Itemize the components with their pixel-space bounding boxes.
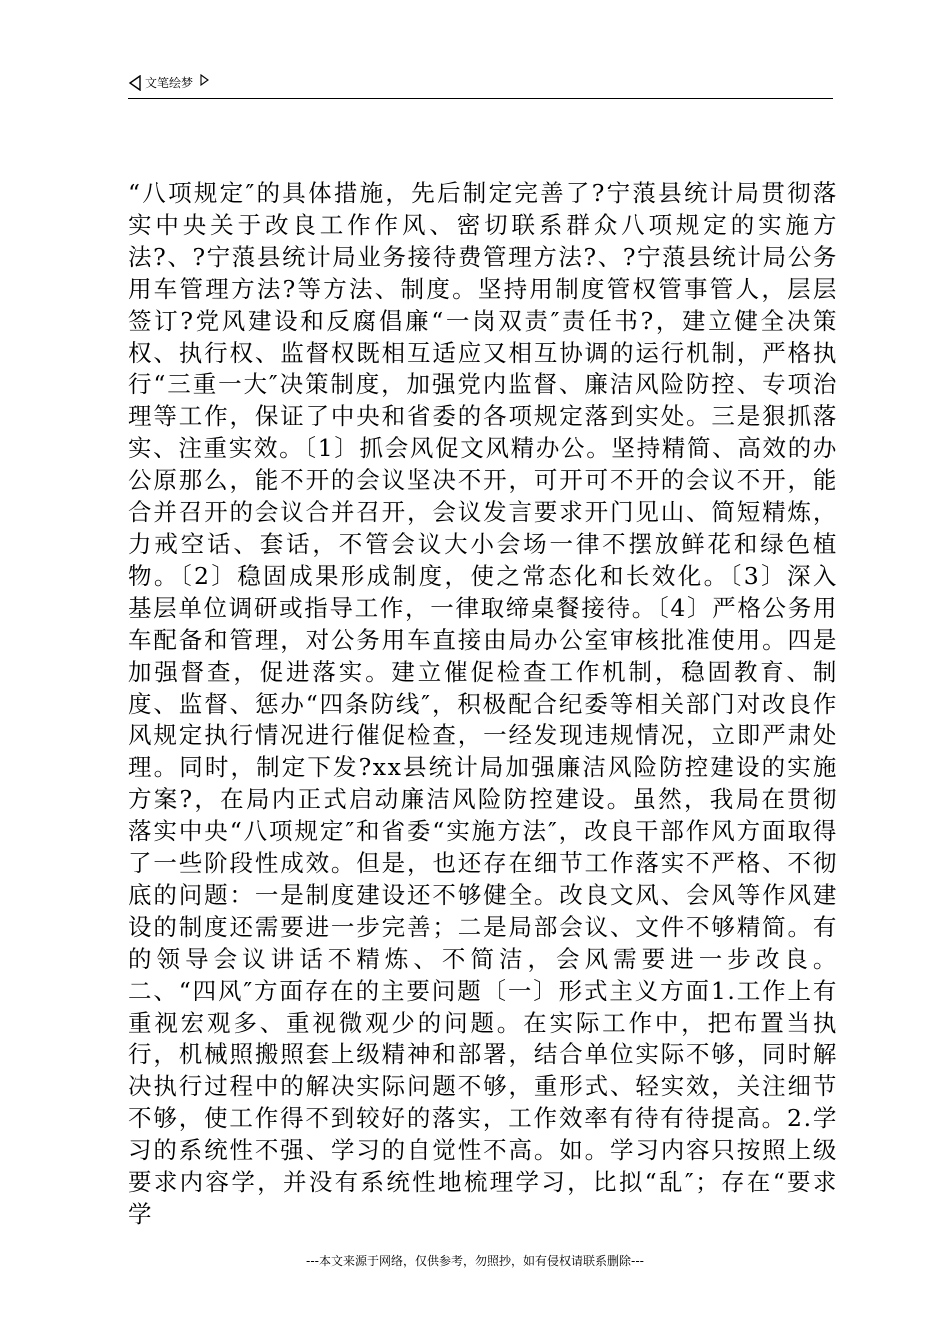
brand	[128, 74, 209, 91]
body-paragraph: “八项规定″的具体措施，先后制定完善了?宁蒗县统计局贯彻落实中央关于改良工作作风、密切联系群众八项规定的实施方法?、?宁蒗县统计局业务接待费管理方法?、?宁蒗县统计局公务用车管理方法?等方法、制度。坚持用制度管权管事管人，层层签订?党风建设和反腐倡廉“一岗双责″责任书?，建立健全决策权、执行权、监督权既相互适应又相互协调的运行机制，严格执行“三重一大″决策制度，加强党内监督、廉洁风险防控、专项治理等工作，保证了中央和省委的各项规定落到实处。三是狠抓落实、注重实效。〔1〕抓会风促文风精办公。坚持精简、高效的办公原那么，能不开的会议坚决不开，可开可不开的会议不开，能合并召开的会议合并召开，会议发言要求开门见山、简短精炼，力戒空话、套话，不管会议大小会场一律不摆放鲜花和绿色植物。〔2〕稳固成果形成制度，使之常态化和长效化。〔3〕深入基层单位调研或指导工作，一律取缔桌餐接待。〔4〕严格公务用车配备和管理，对公务用车直接由局办公室审核批准使用。四是加强督查，促进落实。建立催促检查工作机制，稳固教育、制度、监督、惩办“四条防线″，积极配合纪委等相关部门对改良作风规定执行情况进行催促检查，一经发现违规情况，立即严肃处理。同时，制定下发?xx县统计局加强廉洁风险防控建设的实施方案?，在局内正式启动廉洁风险防控建设。虽然，我局在贯彻落实中央“八项规定″和省委“实施方法″，改良干部作风方面取得了一些阶段性成效。但是，也还存在细节工作落实不严格、不彻底的问题：一是制度建设还不够健全。改良文风、会风等作风建设的制度还需要进一步完善；二是局部会议、文件不够精简。有的领导会议讲话不精炼、不简洁，会风需要进一步改良。二、“四风″方面存在的主要问题〔一〕形式主义方面1.工作上有重视宏观多、重视微观少的问题。在实际工作中，把布置当执行，机械照搬照套上级精神和部署，结合单位实际不够，同时解决执行过程中的解决实际问题不够，重形式、轻实效，关注细节不够，使工作得不到较好的落实，工作效率有待有待提高。2.学习的系统性不强、学习的自觉性不高。如。学习内容只按照上级要求内容学，并没有系统性地梳理学习，比拟“乱″；存在“要求学	[128, 179, 838, 1228]
page-header	[128, 72, 833, 99]
footer-disclaimer: ---本文来源于网络，仅供参考，勿照抄，如有侵权请联系删除---	[306, 1254, 644, 1268]
brand-text: 文笔绘梦	[145, 76, 194, 90]
triangle-right-outline-icon	[199, 74, 209, 86]
triangle-left-outline-icon	[128, 75, 142, 91]
